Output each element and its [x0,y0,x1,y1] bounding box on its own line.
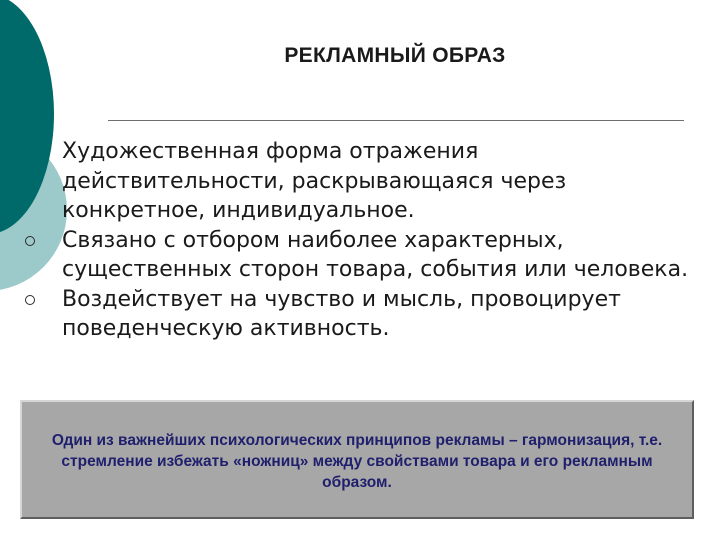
bullet-text-2: Связано с отбором наиболее характерных, существенных сторон товара, события или человека. [62,227,689,282]
bullet-text-3: Воздействует на чувство и мысль, провоцирует поведенческую активность. [62,286,621,341]
callout-box [20,400,694,519]
bullet-item-3 [22,285,702,344]
bullet-item-1 [22,137,702,226]
bullet-list [22,137,702,344]
bullet-circle-icon [25,295,35,305]
page-title: РЕКЛАМНЫЙ ОБРАЗ [284,44,506,67]
title-divider [108,120,684,121]
bullet-circle-icon [25,236,35,246]
bullet-item-2 [22,226,702,285]
callout-text: Один из важнейших психологических принципов рекламы – гармонизация, т.е. стремление избежать «ножниц» между свойствами товара и его рекламным образом. [51,432,663,491]
bullet-text-1: Художественная форма отражения действительности, раскрывающаяся через конкретное, индивидуальное. [62,139,567,223]
